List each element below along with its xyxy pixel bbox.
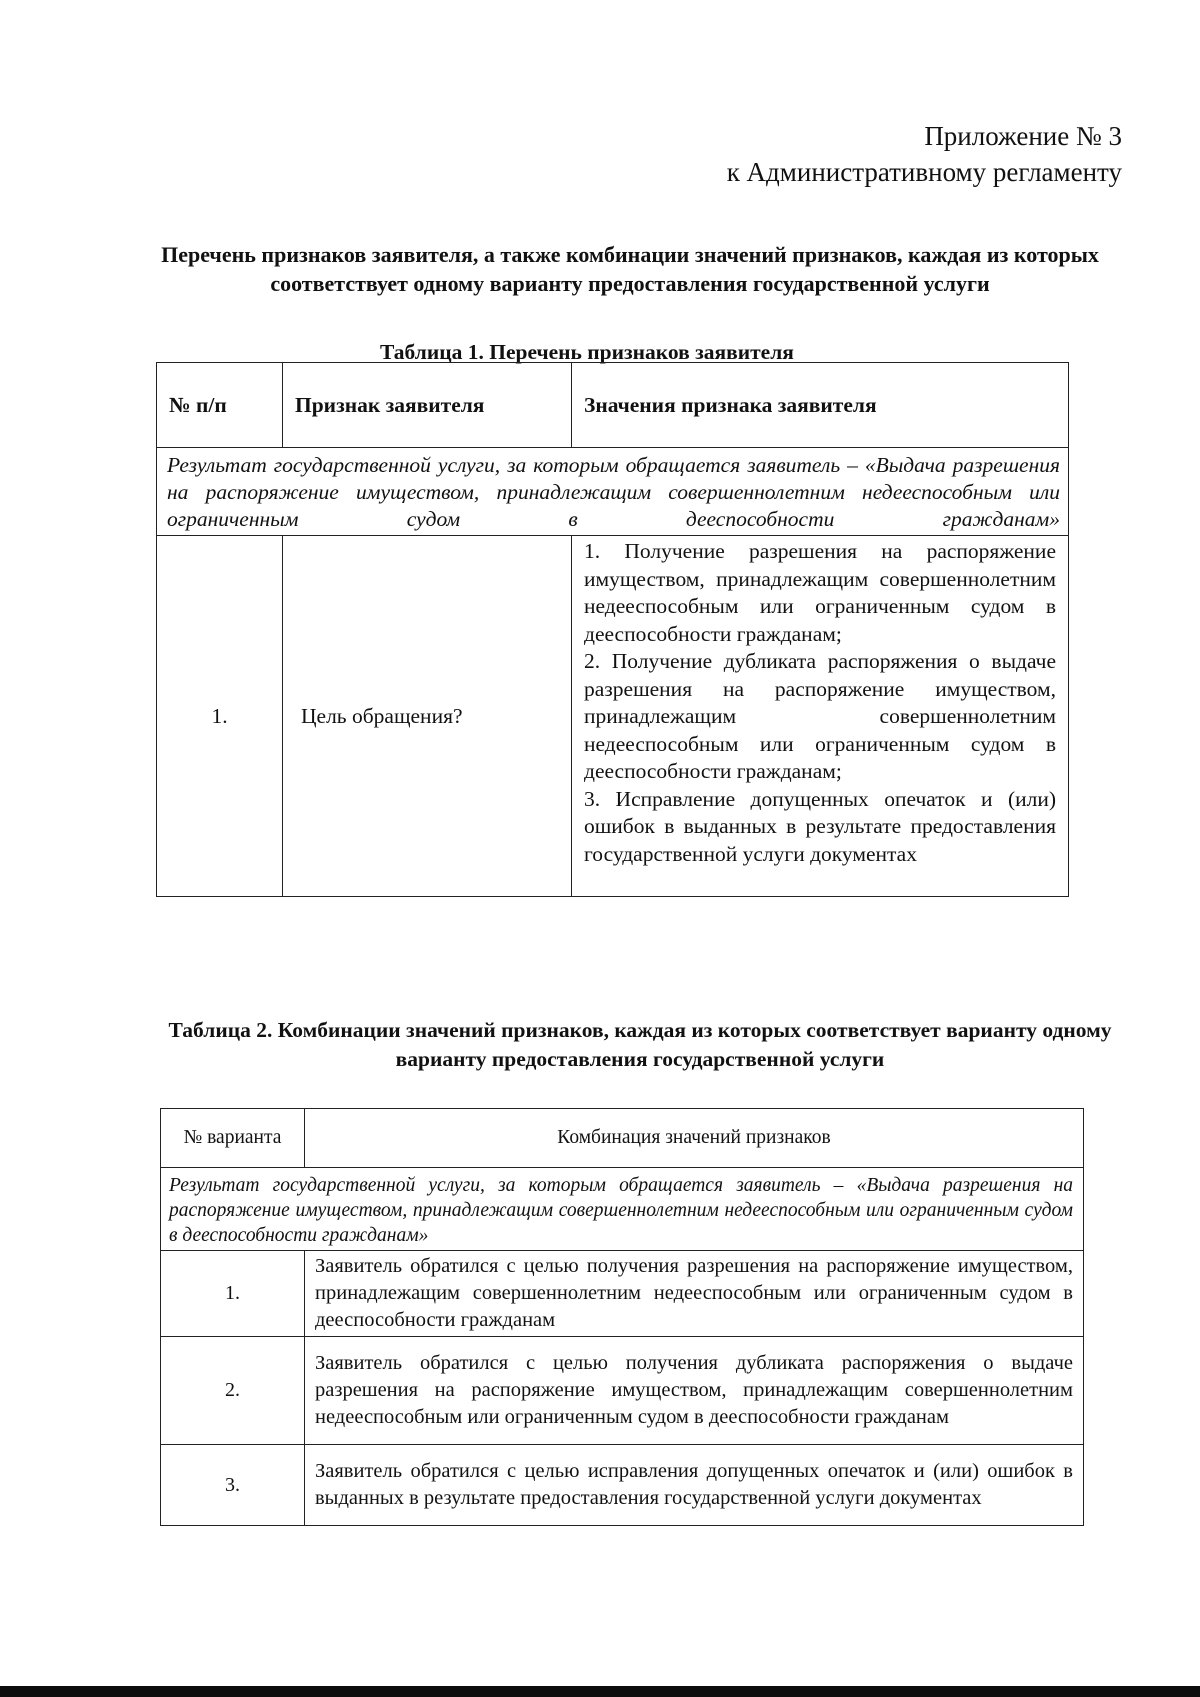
table1-result-text: Результат государственной услуги, за которым обращается заявитель – «Выдача разрешения на распоряжение имуществом, принадлежащим совершеннолетним недееспособным или ограниченным судом в дееспособности гражданам» bbox=[157, 448, 1069, 536]
table1-caption: Таблица 1. Перечень признаков заявителя bbox=[380, 340, 794, 364]
variant-number: 1. bbox=[161, 1251, 305, 1337]
variant-number: 2. bbox=[161, 1337, 305, 1445]
table2-header-combination: Комбинация значений признаков bbox=[305, 1109, 1084, 1168]
table2-result-row bbox=[161, 1168, 1084, 1251]
table2-header-variant: № варианта bbox=[161, 1109, 305, 1168]
appendix-number: Приложение № 3 bbox=[924, 121, 1122, 151]
table1-header-row bbox=[157, 363, 1069, 448]
table1-row-sign: Цель обращения? bbox=[283, 536, 572, 897]
appendix-header bbox=[727, 118, 1122, 190]
scan-bottom-edge bbox=[0, 1686, 1200, 1697]
table1-result-row bbox=[157, 448, 1069, 536]
table-row bbox=[161, 1445, 1084, 1526]
variant-text: Заявитель обратился с целью исправления допущенных опечаток и (или) ошибок в выданных в результате предоставления государственной услуги документах bbox=[305, 1445, 1084, 1526]
applicant-signs-table bbox=[156, 362, 1069, 897]
appendix-reference: к Административному регламенту bbox=[726, 157, 1122, 187]
variant-number: 3. bbox=[161, 1445, 305, 1526]
table-row bbox=[161, 1251, 1084, 1337]
table-row bbox=[161, 1337, 1084, 1445]
table1-row-values bbox=[572, 536, 1069, 897]
variant-text: Заявитель обратился с целью получения дубликата распоряжения о выдаче разрешения на распоряжение имуществом, принадлежащим совершеннолетним недееспособным или ограниченным судом в дееспособности гражданам bbox=[305, 1337, 1084, 1445]
table2-caption: Таблица 2. Комбинации значений признаков, каждая из которых соответствует варианту одному варианту предоставления государственной услуги bbox=[168, 1018, 1112, 1071]
table1-row-number: 1. bbox=[157, 536, 283, 897]
table-row bbox=[157, 536, 1069, 897]
sign-value-item: 3. Исправление допущенных опечаток и (или) ошибок в выданных в результате предоставления государственной услуги документах bbox=[584, 786, 1056, 866]
document-title: Перечень признаков заявителя, а также комбинации значений признаков, каждая из которых соответствует одному варианту предоставления государственной услуги bbox=[161, 242, 1099, 296]
sign-combinations-table bbox=[160, 1108, 1084, 1526]
table1-header-sign: Признак заявителя bbox=[283, 363, 572, 448]
sign-value-item: 1. Получение разрешения на распоряжение имуществом, принадлежащим совершеннолетним недееспособным или ограниченным судом в дееспособности гражданам; bbox=[584, 539, 1056, 646]
table2-result-text: Результат государственной услуги, за которым обращается заявитель – «Выдача разрешения на распоряжение имуществом, принадлежащим совершеннолетним недееспособным или ограниченным судом в дееспособности гражданам» bbox=[161, 1168, 1084, 1251]
sign-value-item: 2. Получение дубликата распоряжения о выдаче разрешения на распоряжение имуществом, принадлежащим совершеннолетним недееспособным или ограниченным судом в дееспособности гражданам; bbox=[584, 649, 1056, 783]
variant-text: Заявитель обратился с целью получения разрешения на распоряжение имуществом, принадлежащим совершеннолетним недееспособным или ограниченным судом в дееспособности гражданам bbox=[305, 1251, 1084, 1337]
table1-header-number: № п/п bbox=[157, 363, 283, 448]
table1-header-values: Значения признака заявителя bbox=[572, 363, 1069, 448]
table2-header-row bbox=[161, 1109, 1084, 1168]
